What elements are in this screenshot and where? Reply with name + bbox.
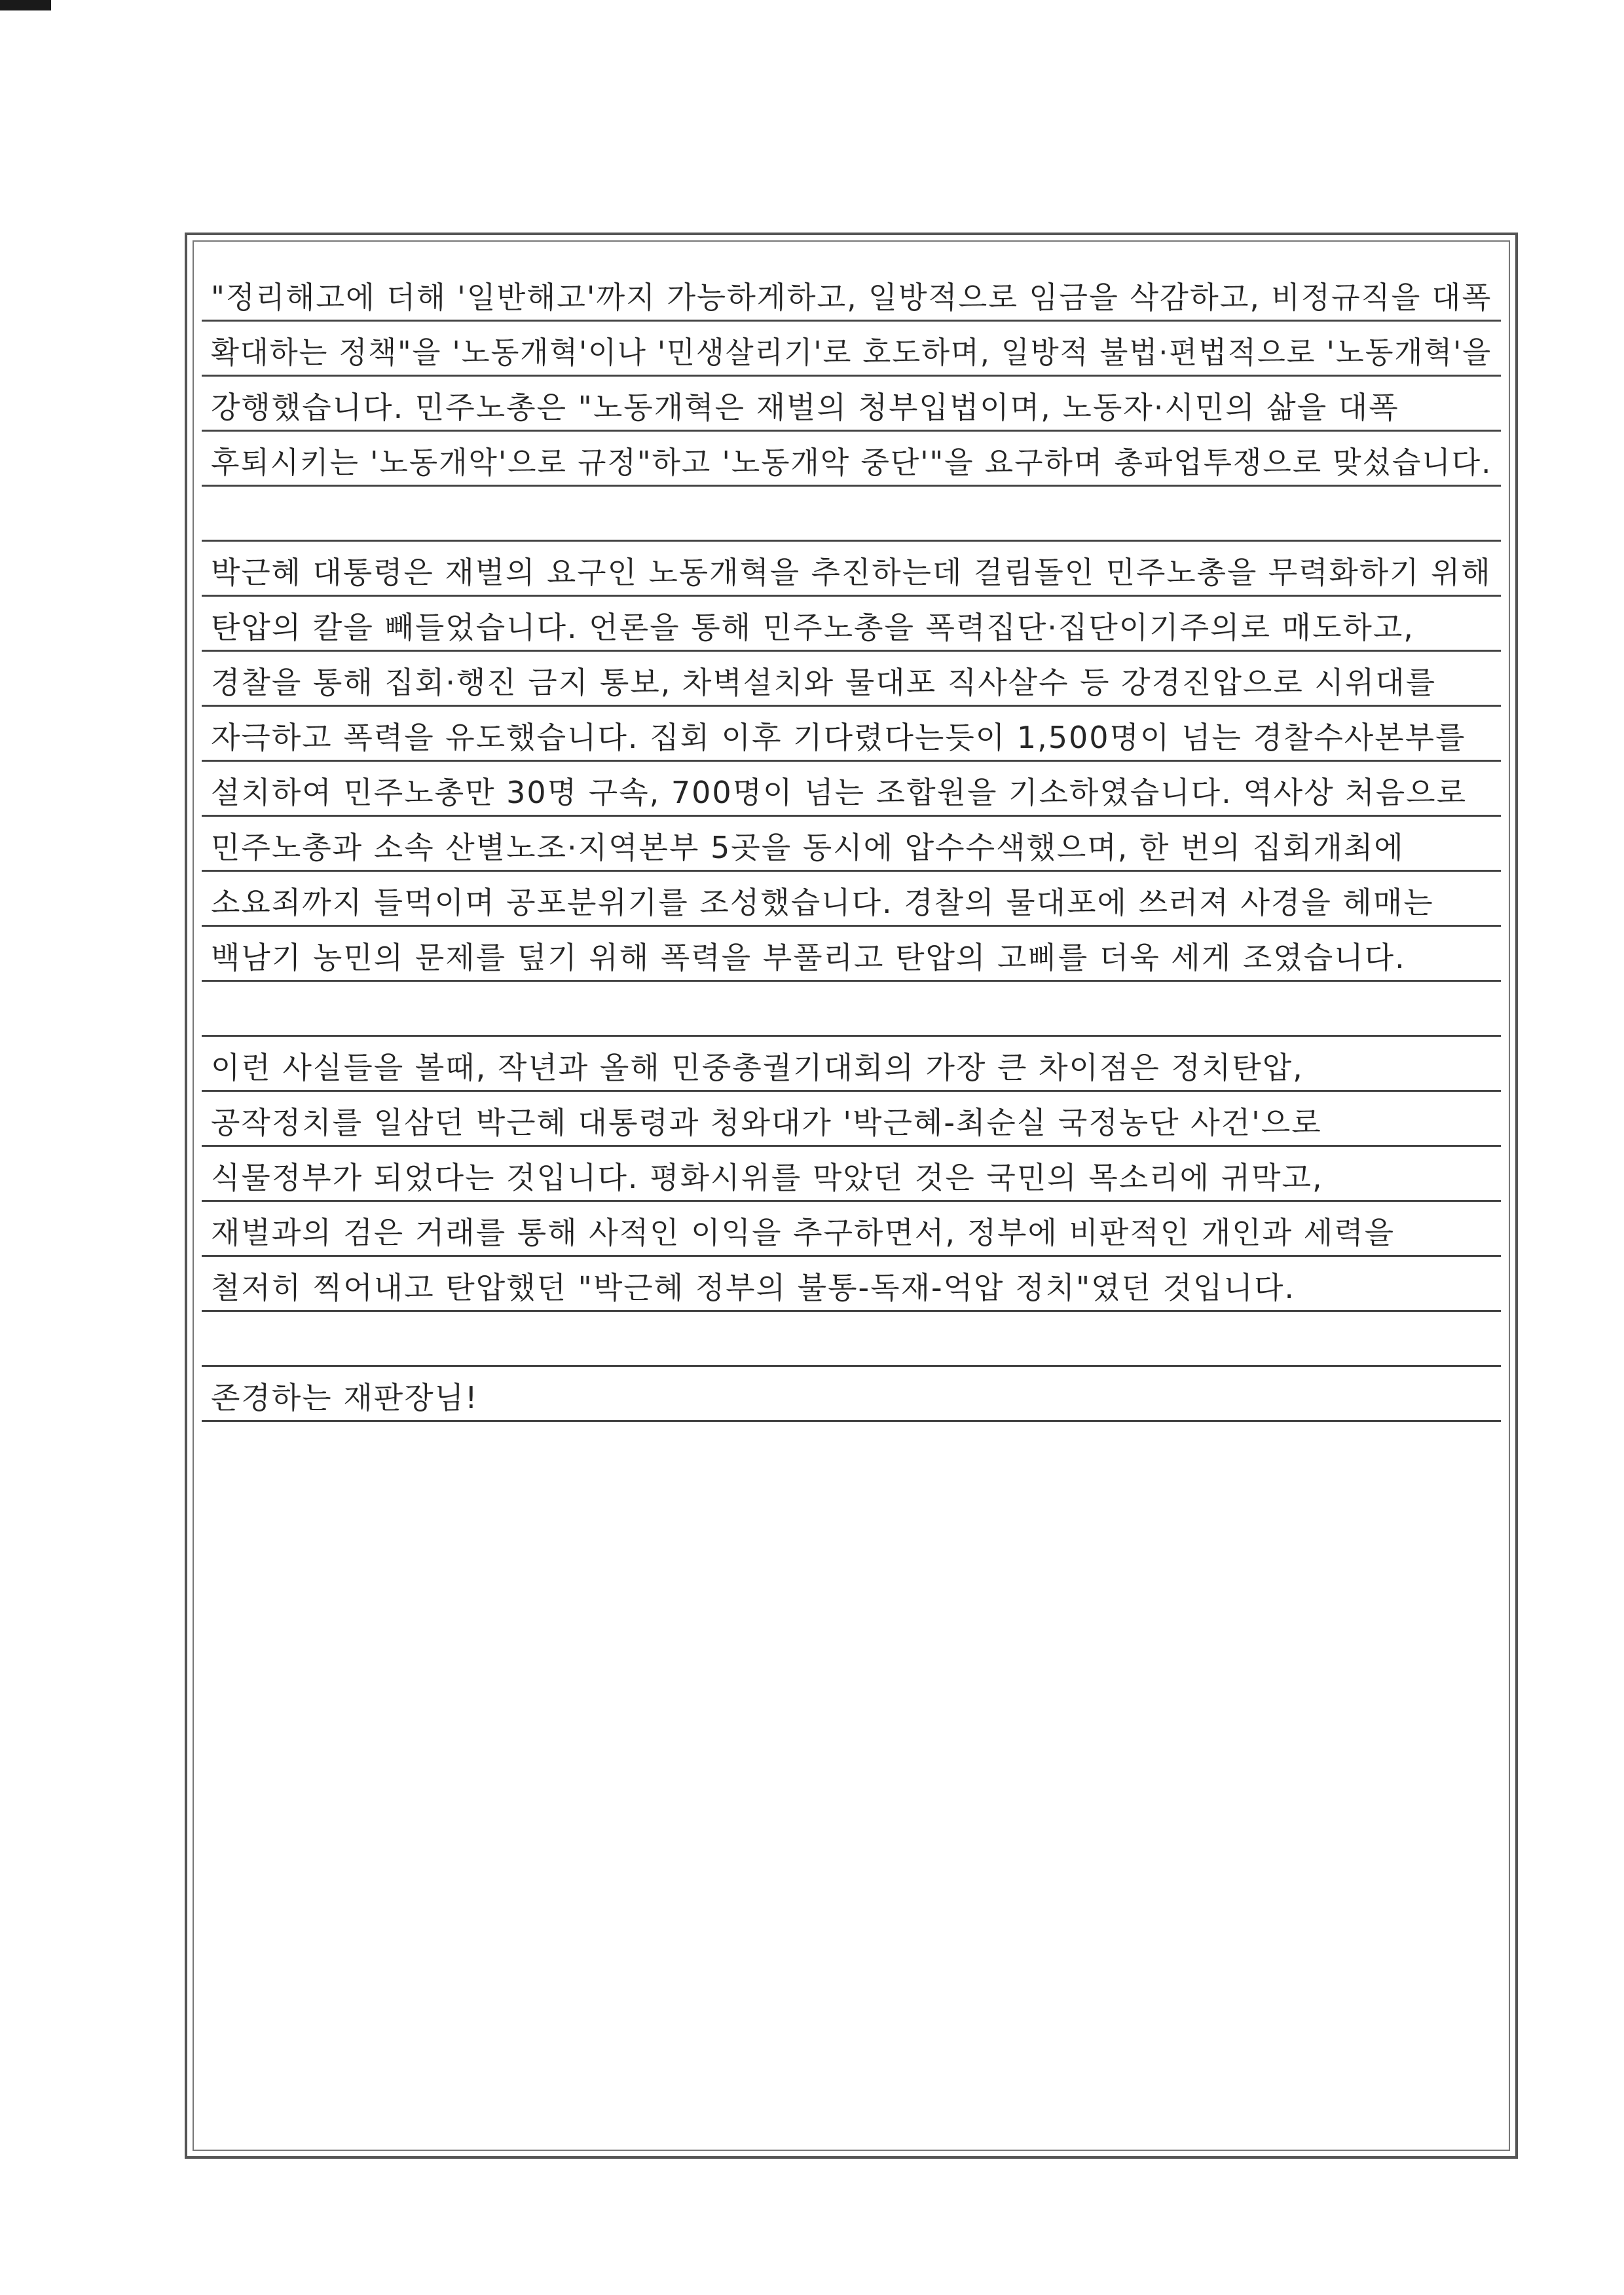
handwritten-text: 소요죄까지 들먹이며 공포분위기를 조성했습니다. 경찰의 물대포에 쓰러져 사경을 헤매는 — [211, 885, 1434, 920]
manuscript-line-21 — [202, 1368, 1501, 1422]
handwritten-text: 강행했습니다. 민주노총은 "노동개혁은 재벌의 청부입법이며, 노동자·시민의 삶을 대폭 — [211, 390, 1399, 425]
manuscript-line-6 — [202, 543, 1501, 597]
handwritten-text: 후퇴시키는 '노동개악'으로 규정"하고 '노동개악 중단'"을 요구하며 총파업투쟁으로 맞섰습니다. — [211, 445, 1492, 480]
handwritten-text: 존경하는 재판장님! — [211, 1380, 479, 1415]
manuscript-line-20 — [202, 1313, 1501, 1367]
handwritten-text: 재벌과의 검은 거래를 통해 사적인 이익을 추구하면서, 정부에 비판적인 개인과 세력을 — [211, 1215, 1395, 1250]
handwritten-text: 철저히 찍어내고 탄압했던 "박근혜 정부의 불통-독재-억압 정치"였던 것입니다. — [211, 1270, 1296, 1305]
manuscript-line-11 — [202, 818, 1501, 872]
handwritten-text: 박근혜 대통령은 재벌의 요구인 노동개혁을 추진하는데 걸림돌인 민주노총을 무력화하기 위해 — [211, 555, 1492, 590]
handwritten-text: 확대하는 정책"을 '노동개혁'이나 '민생살리기'로 호도하며, 일방적 불법·편법적으로 '노동개혁'을 — [211, 335, 1492, 370]
manuscript-line-19 — [202, 1258, 1501, 1312]
manuscript-line-8 — [202, 653, 1501, 707]
handwritten-text: 이런 사실들을 볼때, 작년과 올해 민중총궐기대회의 가장 큰 차이점은 정치탄압, — [211, 1050, 1304, 1085]
manuscript-line-7 — [202, 598, 1501, 652]
manuscript-line-17 — [202, 1148, 1501, 1202]
manuscript-line-15 — [202, 1038, 1501, 1092]
handwritten-text: 자극하고 폭력을 유도했습니다. 집회 이후 기다렸다는듯이 1,500명이 넘는 경찰수사본부를 — [211, 720, 1466, 755]
manuscript-line-3 — [202, 378, 1501, 432]
manuscript-line-16 — [202, 1093, 1501, 1147]
manuscript-line-18 — [202, 1203, 1501, 1257]
manuscript-line-13 — [202, 928, 1501, 982]
handwritten-text: 설치하여 민주노총만 30명 구속, 700명이 넘는 조합원을 기소하였습니다. 역사상 처음으로 — [211, 775, 1467, 810]
manuscript-line-14 — [202, 983, 1501, 1037]
manuscript-line-5 — [202, 488, 1501, 542]
handwritten-text: 공작정치를 일삼던 박근혜 대통령과 청와대가 '박근혜-최순실 국정농단 사건'으로 — [211, 1105, 1322, 1140]
manuscript-sheet — [185, 233, 1518, 2159]
manuscript-line-12 — [202, 873, 1501, 927]
manuscript-line-10 — [202, 763, 1501, 817]
handwritten-text: 경찰을 통해 집회·행진 금지 통보, 차벽설치와 물대포 직사살수 등 강경진압으로 시위대를 — [211, 665, 1437, 700]
manuscript-line-4 — [202, 433, 1501, 487]
handwritten-text: 백남기 농민의 문제를 덮기 위해 폭력을 부풀리고 탄압의 고삐를 더욱 세게 조였습니다. — [211, 940, 1406, 975]
manuscript-line-1 — [202, 268, 1501, 322]
manuscript-line-2 — [202, 323, 1501, 377]
scan-corner-mark — [0, 0, 51, 10]
manuscript-line-9 — [202, 708, 1501, 762]
handwritten-text: 탄압의 칼을 빼들었습니다. 언론을 통해 민주노총을 폭력집단·집단이기주의로 매도하고, — [211, 610, 1414, 645]
handwritten-text: 식물정부가 되었다는 것입니다. 평화시위를 막았던 것은 국민의 목소리에 귀막고, — [211, 1160, 1323, 1195]
handwritten-text: "정리해고에 더해 '일반해고'까지 가능하게하고, 일방적으로 임금을 삭감하고, 비정규직을 대폭 — [211, 280, 1492, 315]
handwritten-text: 민주노총과 소속 산별노조·지역본부 5곳을 동시에 압수수색했으며, 한 번의 집회개최에 — [211, 830, 1405, 865]
